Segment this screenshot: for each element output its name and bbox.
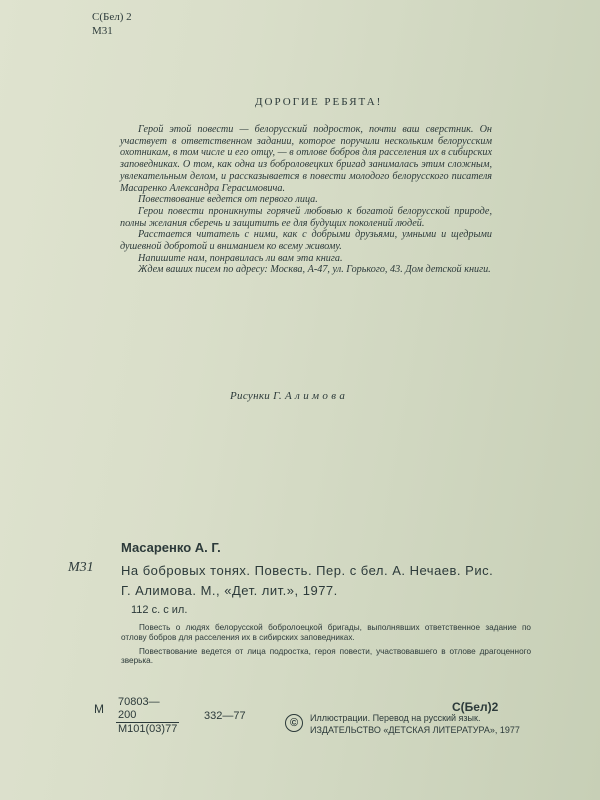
copyright-icon: © (285, 714, 303, 732)
top-code: С(Бел) 2 (92, 11, 132, 23)
copyright-block (285, 712, 520, 736)
top-code-2: М31 (92, 25, 113, 37)
copyright-line: ИЗДАТЕЛЬСТВО «ДЕТСКАЯ ЛИТЕРАТУРА», 1977 (310, 725, 520, 735)
bib-author: Масаренко А. Г. (121, 540, 221, 555)
intro-paragraph: Герои повести проникнуты горячей любовью к богатой белорусской природе, полны желания сберечь и защитить ее для будущих поколений людей. (120, 205, 492, 229)
illustrations-credit: Рисунки Г. А л и м о в а (230, 390, 346, 402)
formula-denominator: М101(03)77 (118, 723, 178, 735)
intro-paragraph: Ждем ваших писем по адресу: Москва, А-47, ул. Горького, 43. Дом детской книги. (138, 264, 491, 276)
intro-paragraph: Напишите нам, понравилась ли вам эта книга. (138, 252, 343, 264)
intro-paragraph: Повествование ведется от первого лица. (138, 194, 318, 206)
annotation-paragraph: Повествование ведется от лица подростка, героя повести, участвовавшего в отлове драгоценного зверька. (121, 646, 531, 666)
annotation-paragraph: Повесть о людях белорусской бобролоецкой бригады, выполнявших ответственное задание по отлову бобров для расселения их в сибирских заповедниках. (121, 623, 531, 642)
bottom-code: С(Бел)2 (452, 700, 499, 714)
copyright-line: Иллюстрации. Перевод на русский язык. (310, 713, 481, 723)
bib-description: На бобровых тонях. Повесть. Пер. с бел. А. Нечаев. Рис. Г. Алимова. М., «Дет. лит.», 1977. (121, 563, 494, 598)
page-heading: ДОРОГИЕ РЕБЯТА! (255, 96, 383, 108)
intro-paragraph: Расстается читатель с ними, как с добрыми друзьями, умными и щедрыми душевной добротой и вниманием ко всему живому. (120, 229, 492, 253)
formula-numerator: 70803—200 (116, 696, 179, 723)
bib-code: М31 (68, 560, 94, 575)
top-classification (92, 10, 132, 38)
annotation (121, 623, 531, 670)
intro-text (120, 124, 492, 276)
formula-rhs: 332—77 (204, 710, 246, 722)
intro-paragraph: Герой этой повести — белорусский подросток, почти ваш сверстник. Он участвует в ответственном задании, которое поручили нескольким белорусским охотникам, в том числе и его отцу, — в отлове бобров для расселения их в сибирских заповедниках. О том, как одна из боброловецких бригад занималась этим сложным, увлекательным делом, и рассказывается в повести молодого белорусского писателя Масаренко Александра Герасимовича. (120, 124, 492, 194)
formula-m: М (94, 702, 104, 716)
formula-fraction (116, 696, 179, 736)
bib-pages: 112 с. с ил. (131, 604, 188, 616)
